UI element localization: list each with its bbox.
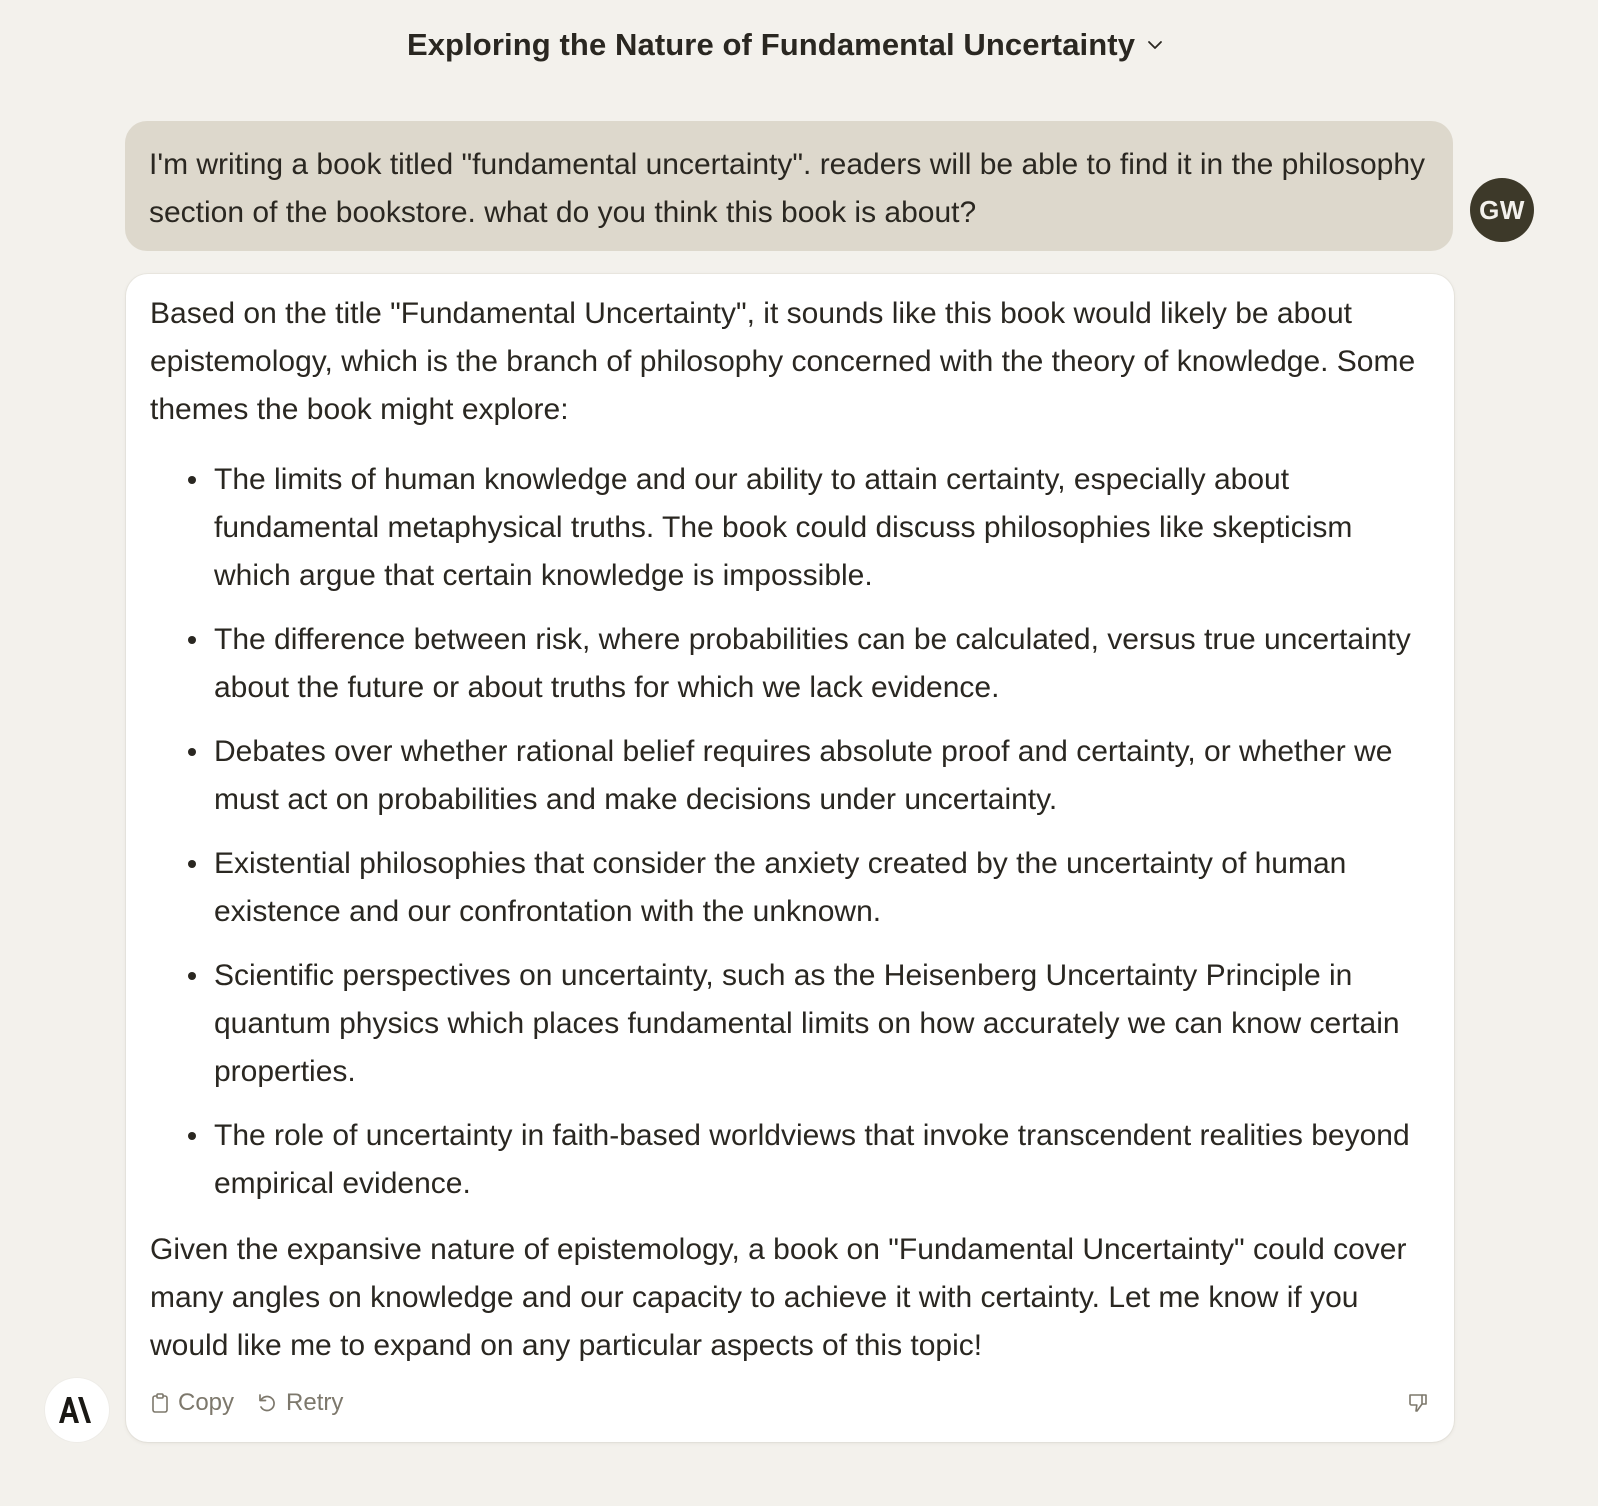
user-message xyxy=(125,121,1453,251)
anthropic-logo xyxy=(45,1378,109,1442)
conversation-title-menu[interactable] xyxy=(407,27,1165,63)
assistant-outro: Given the expansive nature of epistemology, a book on "Fundamental Uncertainty" could cover many angles on knowledge and our capacity to achieve it with certainty. Let me know if you would like me to expand on any particular aspects of this topic! xyxy=(150,1233,1407,1362)
avatar[interactable] xyxy=(1470,178,1534,242)
chevron-down-icon[interactable] xyxy=(1145,35,1165,55)
theme-list xyxy=(150,456,1430,1208)
retry-button[interactable] xyxy=(256,1389,343,1417)
conversation-title: Exploring the Nature of Fundamental Uncertainty xyxy=(406,27,1136,62)
message-actions xyxy=(150,1386,1430,1420)
avatar-initials: GW xyxy=(1479,194,1525,225)
retry-icon xyxy=(256,1392,278,1414)
list-item: Debates over whether rational belief requires absolute proof and certainty, or whether we must act on probabilities and make decisions under uncertainty. xyxy=(150,728,1430,824)
retry-label: Retry xyxy=(286,1389,344,1416)
conversation-header xyxy=(0,0,1598,90)
list-item: The limits of human knowledge and our ability to attain certainty, especially about fundamental metaphysical truths. The book could discuss philosophies like skepticism which argue that certain knowledge is impossible. xyxy=(150,456,1430,600)
assistant-intro: Based on the title "Fundamental Uncertainty", it sounds like this book would likely be about epistemology, which is the branch of philosophy concerned with the theory of knowledge. Some themes the book might explore: xyxy=(150,297,1416,426)
user-message-text: I'm writing a book titled "fundamental uncertainty". readers will be able to find it in the philosophy section of the bookstore. what do you think this book is about? xyxy=(149,148,1426,229)
list-item: The difference between risk, where probabilities can be calculated, versus true uncertainty about the future or about truths for which we lack evidence. xyxy=(150,616,1430,712)
copy-button[interactable] xyxy=(150,1389,234,1417)
thumbs-down-icon[interactable] xyxy=(1406,1391,1430,1415)
clipboard-icon xyxy=(150,1392,170,1414)
assistant-message xyxy=(126,274,1454,1442)
list-item: Existential philosophies that consider the anxiety created by the uncertainty of human existence and our confrontation with the unknown. xyxy=(150,840,1430,936)
list-item: Scientific perspectives on uncertainty, such as the Heisenberg Uncertainty Principle in quantum physics which places fundamental limits on how accurately we can know certain properties. xyxy=(150,952,1430,1096)
list-item: The role of uncertainty in faith-based worldviews that invoke transcendent realities beyond empirical evidence. xyxy=(150,1112,1430,1208)
copy-label: Copy xyxy=(178,1389,235,1416)
